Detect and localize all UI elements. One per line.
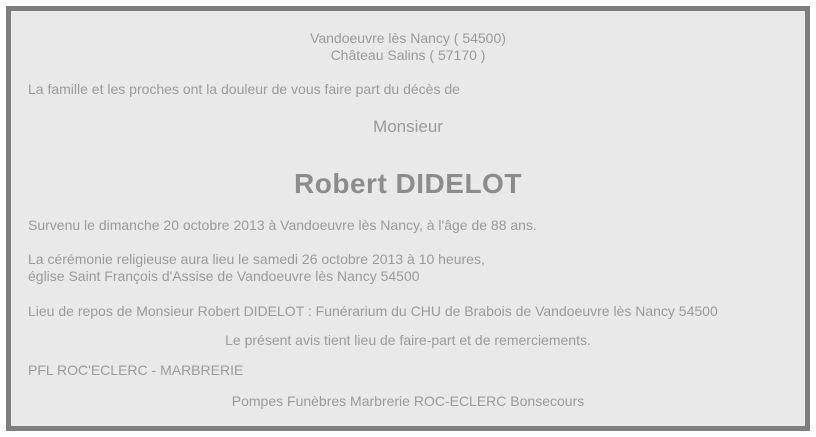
- location-line-2: Château Salins ( 57170 ): [330, 47, 486, 63]
- intro-text: La famille et les proches ont la douleur de vous faire part du décès de: [28, 81, 460, 97]
- deceased-name: Robert DIDELOT: [294, 168, 522, 199]
- death-notice-card: [6, 6, 810, 431]
- ceremony-line-1: La cérémonie religieuse aura lieu le samedi 26 octobre 2013 à 10 heures,: [28, 251, 485, 267]
- location-header: [28, 30, 788, 64]
- closing-text: Le présent avis tient lieu de faire-part et de remerciements.: [225, 332, 591, 348]
- location-line-1: Vandoeuvre lès Nancy ( 54500): [310, 30, 506, 46]
- funeral-home-text: PFL ROC'ECLERC - MARBRERIE: [28, 362, 244, 378]
- footer-text: Pompes Funèbres Marbrerie ROC-ECLERC Bonsecours: [231, 393, 585, 409]
- repose-text: Lieu de repos de Monsieur Robert DIDELOT : Funérarium du CHU de Brabois de Vandoeuvre lès Nancy 54500: [28, 303, 718, 319]
- death-info-text: Survenu le dimanche 20 octobre 2013 à Vandoeuvre lès Nancy, à l'âge de 88 ans.: [28, 217, 537, 233]
- notice-content: [11, 11, 805, 410]
- ceremony-line-2: église Saint François d'Assise de Vandoeuvre lès Nancy 54500: [28, 268, 420, 284]
- ceremony-info: [28, 251, 788, 285]
- civility-text: Monsieur: [373, 117, 443, 136]
